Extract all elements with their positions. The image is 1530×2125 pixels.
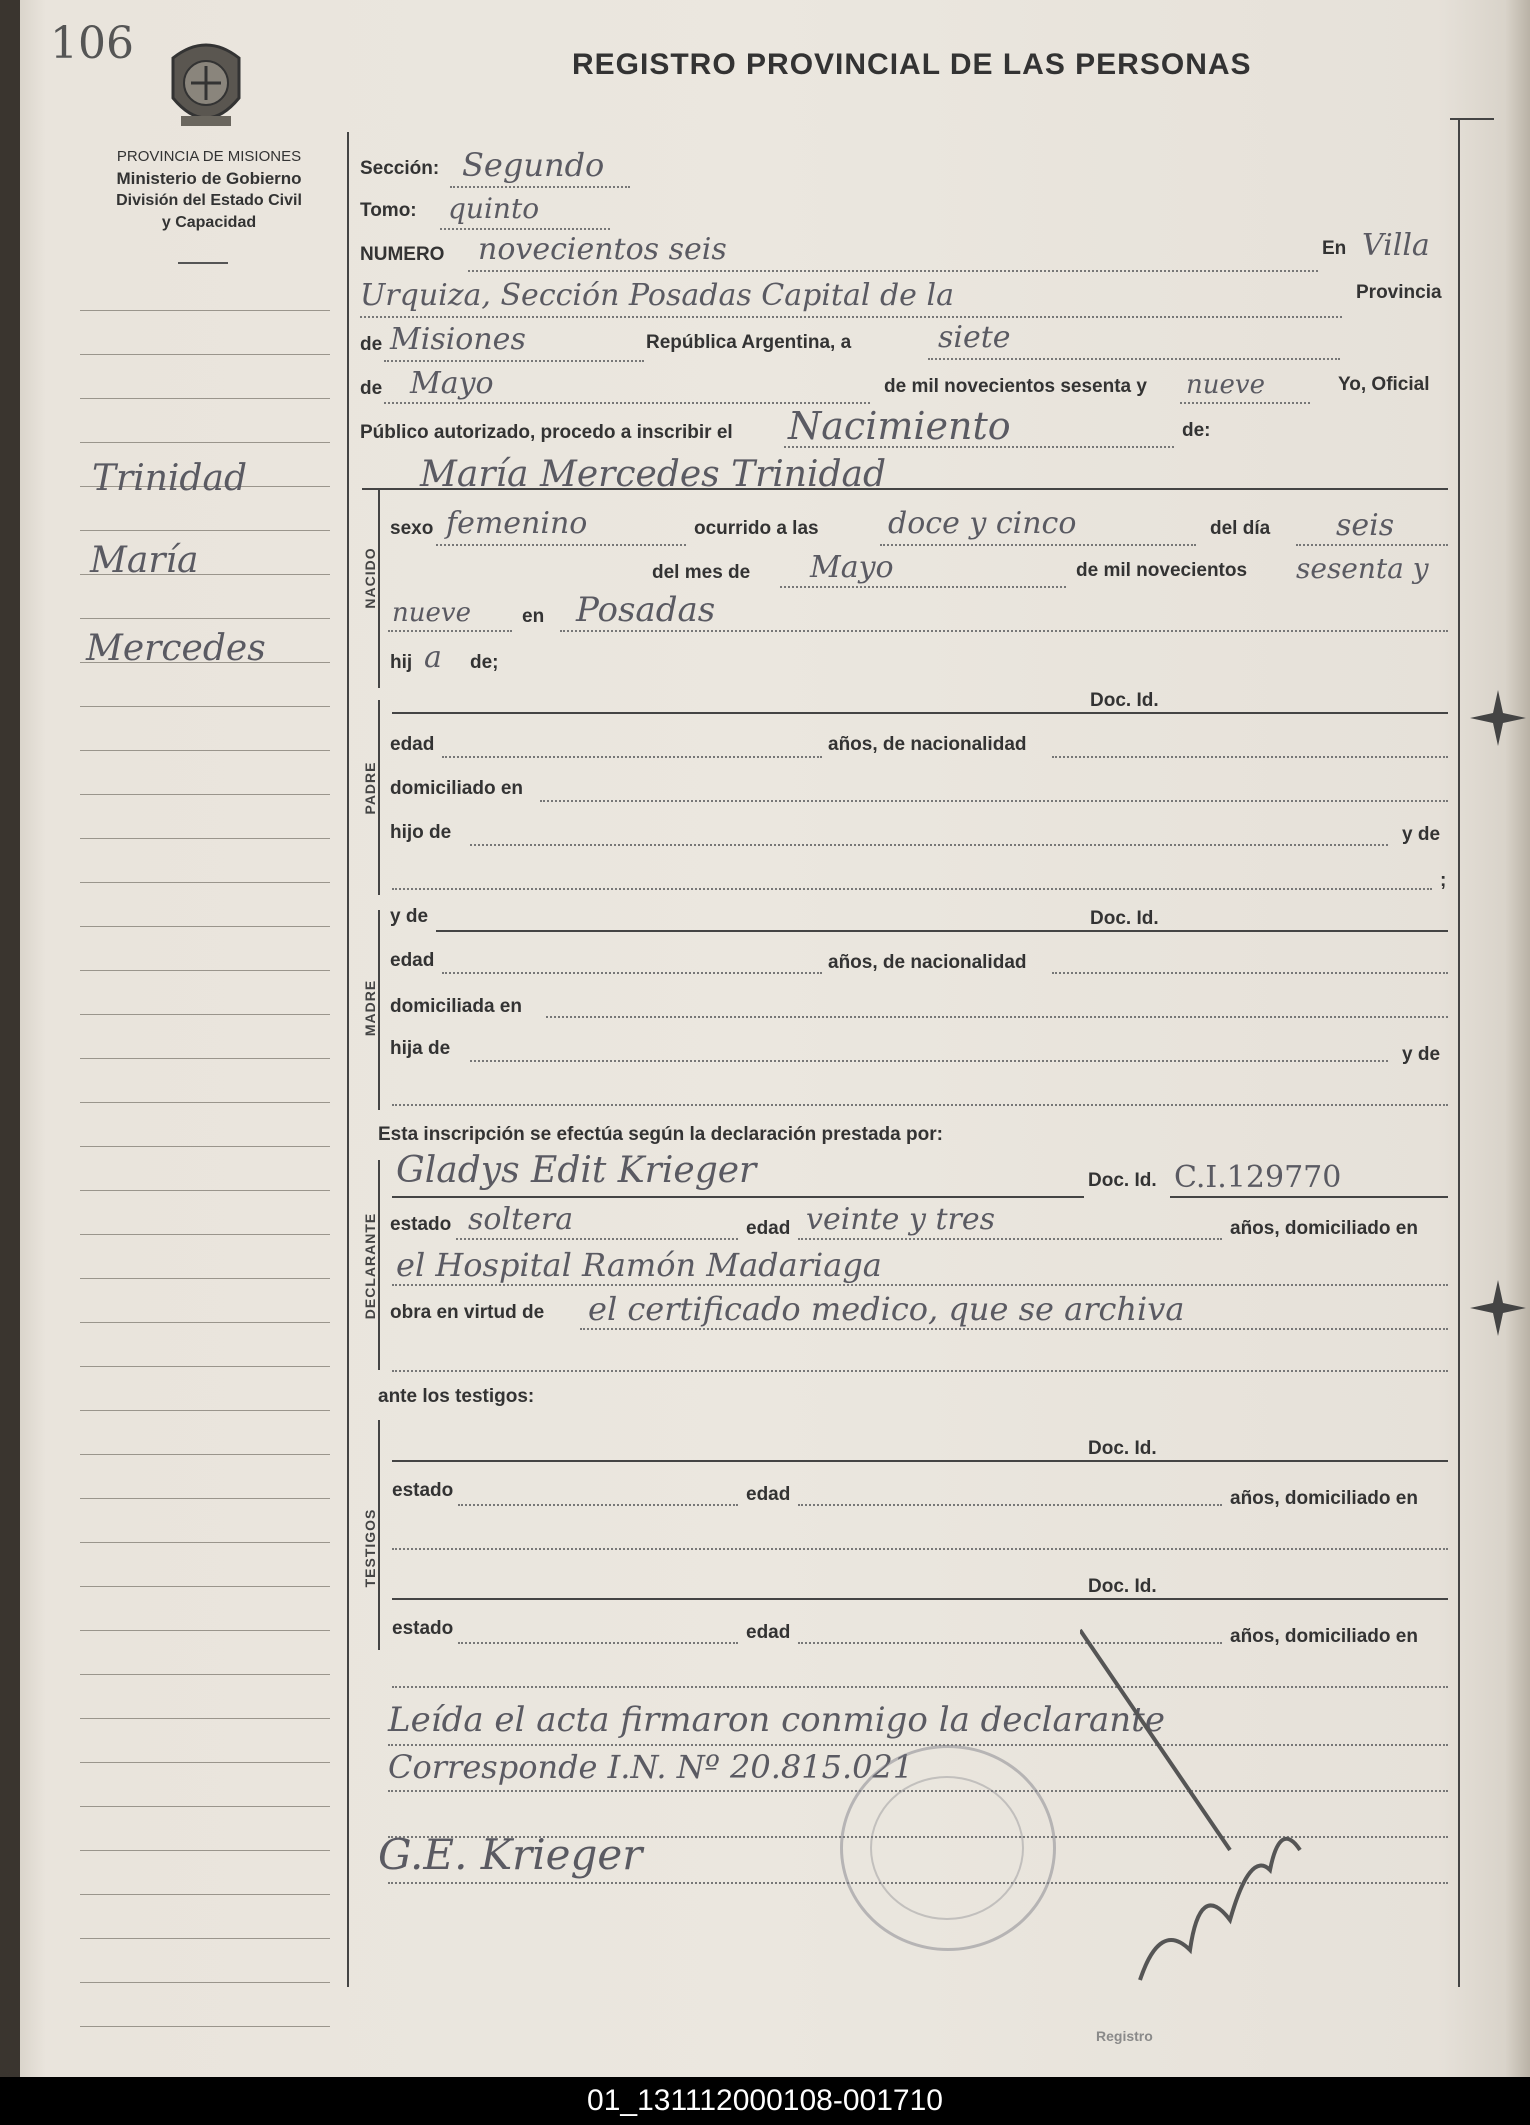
value-mes-nac: Mayo	[810, 550, 894, 585]
line-nombre	[362, 488, 1448, 490]
margin-rule	[80, 530, 330, 531]
provincial-seal-icon	[163, 38, 249, 134]
line-dia	[1296, 544, 1448, 546]
margin-rule	[80, 1806, 330, 1807]
label-testigos: ante los testigos:	[378, 1386, 535, 1407]
madre-bracket	[378, 910, 380, 1110]
label-mil-sesenta: de mil novecientos sesenta y	[884, 376, 1147, 397]
label-testigo2-estado: estado	[392, 1618, 454, 1639]
line-testigo2-estado	[458, 1642, 738, 1644]
value-provincia: Misiones	[390, 322, 526, 357]
side-label-testigos: TESTIGOS	[362, 1508, 378, 1588]
margin-rule	[80, 794, 330, 795]
label-madre-yde: y de	[390, 906, 429, 927]
margin-rule	[80, 1718, 330, 1719]
side-label-declarante: DECLARANTE	[362, 1212, 378, 1320]
margin-rule	[80, 882, 330, 883]
label-padre-doc: Doc. Id.	[1090, 690, 1159, 711]
value-hij-suffix: a	[424, 640, 442, 675]
line-decl-edad	[798, 1238, 1222, 1240]
line-mes-nac	[780, 586, 1066, 588]
org-underline	[178, 262, 228, 264]
line-padre-edad	[442, 756, 822, 758]
label-padre-dom: domiciliado en	[390, 778, 524, 799]
nacido-bracket	[378, 488, 380, 688]
margin-note-2: María	[90, 540, 199, 581]
label-publico: Público autorizado, procedo a inscribir el	[360, 422, 733, 443]
issuing-office	[78, 146, 340, 234]
label-en-nac: en	[522, 606, 545, 627]
margin-note-1: Trinidad	[92, 458, 247, 499]
side-label-madre: MADRE	[362, 979, 378, 1037]
margin-rule	[80, 1014, 330, 1015]
margin-rule	[80, 1982, 330, 1983]
margin-rule	[80, 398, 330, 399]
label-madre-nac: años, de nacionalidad	[828, 952, 1027, 973]
line-testigo1-dom	[392, 1548, 1448, 1550]
label-seccion: Sección:	[360, 158, 440, 179]
margin-rule	[80, 1102, 330, 1103]
margin-rule	[80, 354, 330, 355]
label-madre-edad: edad	[390, 950, 435, 971]
label-decl-doc: Doc. Id.	[1088, 1170, 1157, 1191]
label-padre-edad: edad	[390, 734, 435, 755]
value-seccion: Segundo	[462, 146, 605, 184]
value-decl-domicilio: el Hospital Ramón Madariaga	[396, 1246, 882, 1284]
label-de-2: de	[360, 378, 383, 399]
label-republica: República Argentina, a	[646, 332, 852, 353]
label-decl-estado: estado	[390, 1214, 452, 1235]
closing-note-1: Leída el acta firmaron conmigo la declarante	[388, 1700, 1165, 1740]
line-padre-nac	[1052, 756, 1448, 758]
image-id-footer: 01_131112000108-001710	[0, 2077, 1530, 2125]
line-madre-dom	[546, 1016, 1448, 1018]
label-inscripcion: Esta inscripción se efectúa según la declaración prestada por:	[378, 1124, 943, 1145]
value-hora: doce y cinco	[888, 506, 1077, 541]
value-obra: el certificado medico, que se archiva	[588, 1290, 1185, 1328]
label-padre-semicolon: ;	[1440, 870, 1447, 891]
line-obra	[580, 1328, 1448, 1330]
declarante-signature: G.E. Krieger	[378, 1830, 643, 1879]
value-anio: nueve	[1186, 370, 1265, 400]
line-madre-name	[436, 930, 1448, 932]
value-anio-nac-2: nueve	[392, 598, 471, 628]
org-capacity: y Capacidad	[161, 214, 257, 231]
margin-rule	[80, 926, 330, 927]
value-decl-edad: veinte y tres	[806, 1202, 995, 1237]
testigos-bracket	[378, 1420, 380, 1650]
label-testigo1-edad: edad	[746, 1484, 791, 1505]
label-provincia: Provincia	[1356, 282, 1442, 303]
label-de-semicolon: de;	[470, 652, 499, 673]
margin-rule	[80, 1850, 330, 1851]
line-decl-estado	[456, 1238, 738, 1240]
margin-rule	[80, 2026, 330, 2027]
label-madre-hija: hija de	[390, 1038, 451, 1059]
margin-rule	[80, 1146, 330, 1147]
value-lugar: Urquiza, Sección Posadas Capital de la	[360, 278, 954, 313]
line-testigo2-name	[392, 1598, 1448, 1600]
label-numero: NUMERO	[360, 244, 445, 265]
label-de-colon: de:	[1182, 420, 1211, 441]
label-decl-anos: años, domiciliado en	[1230, 1218, 1418, 1239]
line-lugar	[360, 316, 1342, 318]
line-hora	[880, 544, 1196, 546]
margin-rule	[80, 1630, 330, 1631]
line-padre-dom	[540, 800, 1448, 802]
label-tomo: Tomo:	[360, 200, 417, 221]
label-decl-edad: edad	[746, 1218, 791, 1239]
line-madre-hija	[470, 1060, 1388, 1062]
line-decl-doc	[1170, 1196, 1448, 1198]
side-label-nacido: NACIDO	[362, 547, 378, 609]
line-madre-nac	[1052, 972, 1448, 974]
label-padre-yde: y de	[1402, 824, 1441, 845]
page-number: 106	[50, 18, 134, 69]
label-testigo1-anos: años, domiciliado en	[1230, 1488, 1418, 1509]
margin-rule	[80, 1410, 330, 1411]
value-dia-a: siete	[938, 320, 1011, 355]
label-yo-oficial: Yo, Oficial	[1338, 374, 1430, 395]
line-madre-extra	[392, 1104, 1448, 1106]
line-seccion	[450, 186, 630, 188]
value-anio-nac-1: sesenta y	[1296, 552, 1429, 585]
document-title: REGISTRO PROVINCIAL DE LAS PERSONAS	[572, 48, 1252, 81]
page-right-edge	[1506, 0, 1530, 2077]
value-sexo: femenino	[446, 506, 588, 541]
value-en: Villa	[1362, 228, 1430, 263]
margin-rule	[80, 618, 330, 619]
line-padre-name	[392, 712, 1448, 714]
margin-rule	[80, 1674, 330, 1675]
label-madre-dom: domiciliada en	[390, 996, 522, 1017]
value-lugar-nac: Posadas	[576, 590, 716, 630]
line-testigo1-estado	[458, 1504, 738, 1506]
margin-rule	[80, 706, 330, 707]
label-del-dia: del día	[1210, 518, 1271, 539]
margin-rule	[80, 838, 330, 839]
margin-rule	[80, 1058, 330, 1059]
label-testigo1-estado: estado	[392, 1480, 454, 1501]
line-tomo	[440, 228, 610, 230]
line-sexo	[436, 544, 686, 546]
margin-rule	[80, 1498, 330, 1499]
value-decl-estado: soltera	[468, 1202, 574, 1237]
margin-rule	[80, 1762, 330, 1763]
margin-rule	[80, 310, 330, 311]
line-acto	[784, 446, 1174, 448]
line-padre-extra	[392, 888, 1432, 890]
official-stamp-inner	[870, 1776, 1024, 1920]
padre-bracket	[378, 700, 380, 895]
value-acto: Nacimiento	[788, 404, 1011, 448]
right-border	[1458, 120, 1460, 1987]
line-padre-hijo	[470, 844, 1388, 846]
label-testigo2-anos: años, domiciliado en	[1230, 1626, 1418, 1647]
margin-rule	[80, 1322, 330, 1323]
label-testigo1-doc: Doc. Id.	[1088, 1438, 1157, 1459]
label-de-1: de	[360, 334, 383, 355]
margin-rule	[80, 1278, 330, 1279]
label-del-mes: del mes de	[652, 562, 751, 583]
value-numero: novecientos seis	[478, 232, 727, 267]
org-division: División del Estado Civil	[116, 192, 302, 209]
value-nombre: María Mercedes Trinidad	[420, 454, 887, 495]
label-padre-nac: años, de nacionalidad	[828, 734, 1027, 755]
label-mil-nov: de mil novecientos	[1076, 560, 1248, 581]
line-dia-a	[928, 358, 1340, 360]
margin-rule	[80, 1542, 330, 1543]
line-decl-domicilio	[392, 1284, 1448, 1286]
line-declarante	[392, 1196, 1084, 1198]
binding-hole-icon	[1470, 690, 1526, 746]
line-provincia	[384, 360, 644, 362]
main-divider	[347, 132, 349, 1987]
right-border-top	[1450, 118, 1494, 120]
line-anio	[1180, 402, 1310, 404]
label-obra: obra en virtud de	[390, 1302, 545, 1323]
line-madre-edad	[442, 972, 822, 974]
margin-rule	[80, 1454, 330, 1455]
value-mes: Mayo	[410, 366, 494, 401]
label-testigo2-doc: Doc. Id.	[1088, 1576, 1157, 1597]
margin-rule	[80, 1938, 330, 1939]
line-numero	[468, 270, 1318, 272]
label-hij: hij	[390, 652, 413, 673]
margin-rule	[80, 1190, 330, 1191]
label-testigo2-edad: edad	[746, 1622, 791, 1643]
book-spine-edge	[0, 0, 20, 2077]
margin-rule	[80, 970, 330, 971]
label-en: En	[1322, 238, 1347, 259]
label-ocurrido: ocurrido a las	[694, 518, 819, 539]
label-madre-yde2: y de	[1402, 1044, 1441, 1065]
org-province: PROVINCIA DE MISIONES	[116, 148, 302, 165]
stamp-caption: Registro	[1096, 2028, 1153, 2044]
margin-rule	[80, 442, 330, 443]
value-dia: seis	[1336, 508, 1395, 543]
margin-rule	[80, 1894, 330, 1895]
value-tomo: quinto	[448, 192, 540, 225]
closing-note-2: Corresponde I.N. Nº 20.815.021	[388, 1748, 914, 1786]
declarante-bracket	[378, 1160, 380, 1370]
org-ministry: Ministerio de Gobierno	[116, 169, 302, 188]
line-lugar-nac	[560, 630, 1448, 632]
margin-note-3: Mercedes	[86, 628, 266, 669]
label-padre-hijo: hijo de	[390, 822, 452, 843]
margin-rule	[80, 750, 330, 751]
line-testigo1-name	[392, 1460, 1448, 1462]
official-signature-icon	[1080, 1620, 1310, 2000]
binding-hole-icon	[1470, 1280, 1526, 1336]
line-obra-extra	[392, 1370, 1448, 1372]
line-testigo1-edad	[798, 1504, 1222, 1506]
margin-rule	[80, 1234, 330, 1235]
label-sexo: sexo	[390, 518, 434, 539]
margin-rule	[80, 1366, 330, 1367]
margin-rule	[80, 1586, 330, 1587]
value-declarante: Gladys Edit Krieger	[396, 1150, 757, 1191]
side-label-padre: PADRE	[362, 761, 378, 815]
label-madre-doc: Doc. Id.	[1090, 908, 1159, 929]
line-anio-nac	[388, 630, 512, 632]
value-decl-doc: C.I.129770	[1174, 1160, 1342, 1195]
